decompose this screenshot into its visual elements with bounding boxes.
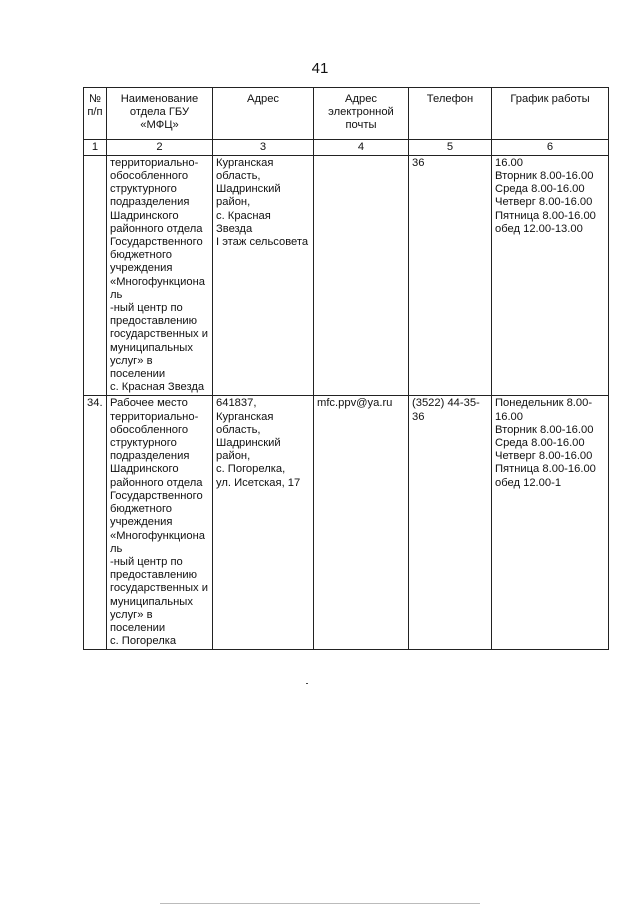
table-row [84,396,609,650]
departments-table [83,87,609,650]
header-schedule: График работы [492,88,609,140]
column-number: 2 [107,139,213,155]
email-cell: mfc.ppv@ya.ru [314,396,409,650]
schedule-cell: Понедельник 8.00- 16.00 Вторник 8.00-16.00 Среда 8.00-16.00 Четверг 8.00-16.00 Пятница 8.00-16.00 обед 12.00-1 [492,396,609,650]
column-number: 4 [314,139,409,155]
header-phone: Телефон [409,88,492,140]
department-name-cell: территориально- обособленного структурного подразделения Шадринского районного отдела Государственного бюджетного учреждения «Многофункциональ -ный центр по предоставлению государственных и муниципальных услуг» в поселении с. Красная Звезда [107,155,213,396]
department-name-cell: Рабочее место территориально- обособленного структурного подразделения Шадринского районного отдела Государственного бюджетного учреждения «Многофункциональ -ный центр по предоставлению государственных и муниципальных услуг» в поселении с. Погорелка [107,396,213,650]
schedule-cell: 16.00 Вторник 8.00-16.00 Среда 8.00-16.00 Четверг 8.00-16.00 Пятница 8.00-16.00 обед 12.00-13.00 [492,155,609,396]
column-number: 1 [84,139,107,155]
table-row [84,155,609,396]
email-cell [314,155,409,396]
scan-edge-line [160,903,480,904]
column-number: 6 [492,139,609,155]
address-cell: 641837, Курганская область, Шадринский район, с. Погорелка, ул. Исетская, 17 [213,396,314,650]
address-cell: Курганская область, Шадринский район, с. Красная Звезда I этаж сельсовета [213,155,314,396]
phone-cell: (3522) 44-35- 36 [409,396,492,650]
column-number: 3 [213,139,314,155]
phone-cell: 36 [409,155,492,396]
table-header-row [84,88,609,140]
header-address: Адрес [213,88,314,140]
header-email: Адрес электронной почты [314,88,409,140]
column-number-row [84,139,609,155]
row-number-cell [84,155,107,396]
page-number: 41 [311,60,329,77]
header-number: № п/п [84,88,107,140]
row-number-cell: 34. [84,396,107,650]
scan-speck [306,683,308,684]
header-department-name: Наименование отдела ГБУ «МФЦ» [107,88,213,140]
column-number: 5 [409,139,492,155]
